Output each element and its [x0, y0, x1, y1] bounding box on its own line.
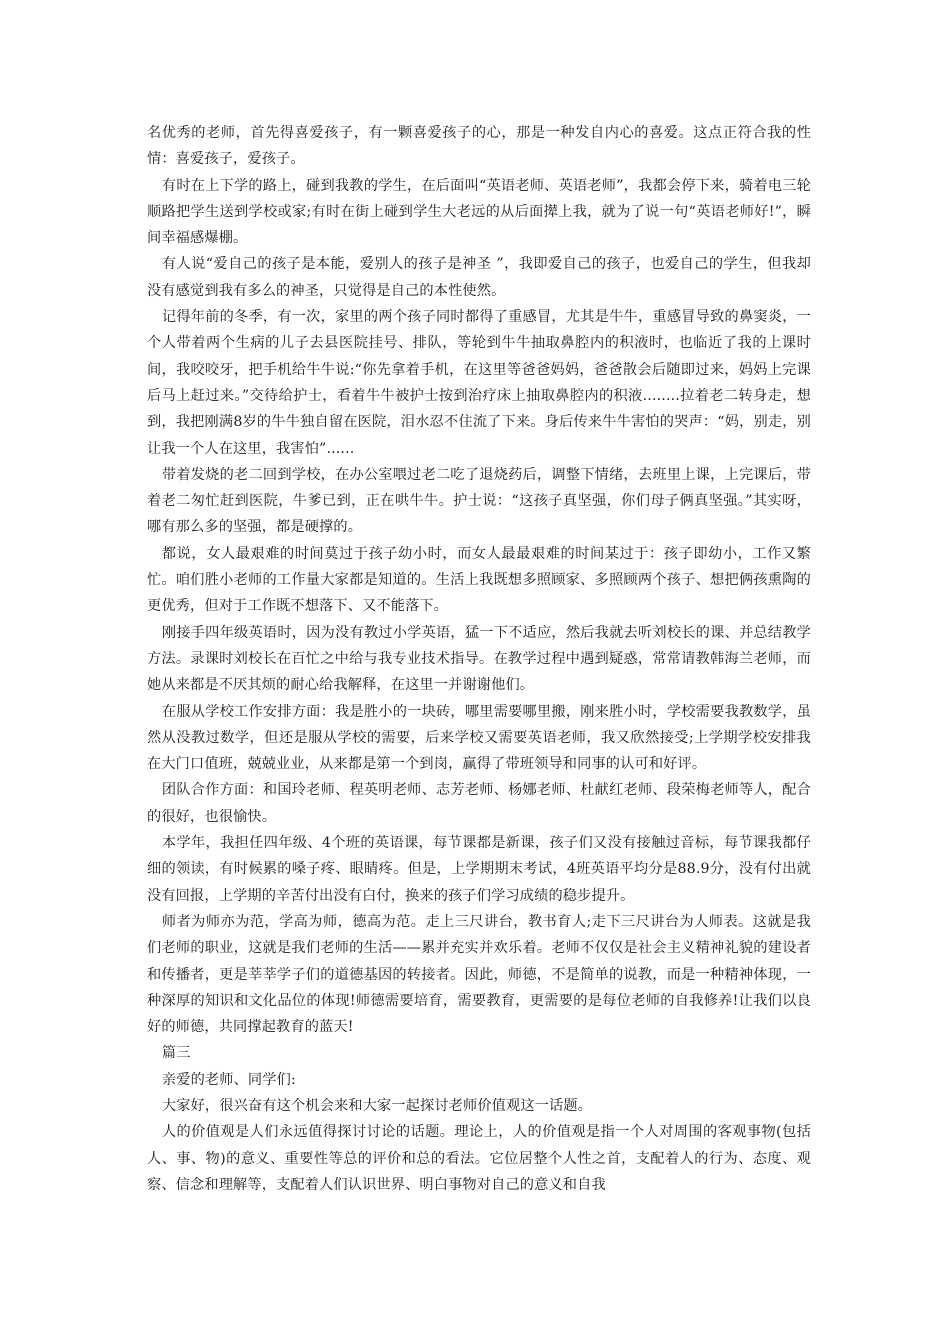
salutation: 亲爱的老师、同学们: [161, 1071, 296, 1088]
paragraph: 师者为师亦为范，学高为师，德高为范。走上三尺讲台，教书育人;走下三尺讲台为人师表。这就是我们老师的职业，这就是我们老师的生活——累并充实并欢乐着。老师不仅仅是社会主义精神礼貌的建设者和传播者，更是莘莘学子们的道德基因的转接者。因此，师德，不是简单的说教，而是一种精神体现，一种深厚的知识和文化品位的体现!师德需要培育，需要教育，更需要的是每位老师的自我修养!让我们以良好的师德，共同撑起教育的蓝天! [147, 913, 811, 1036]
paragraph: 带着发烧的老二回到学校，在办公室喂过老二吃了退烧药后，调整下情绪，去班里上课，上完课后，带着老二匆忙赶到医院，牛爹已到，正在哄牛牛。护士说：“这孩子真坚强，你们母子俩真坚强。”其实呀，哪有那么多的坚强，都是硬撑的。 [147, 466, 811, 536]
section-heading: 篇三 [161, 1045, 191, 1062]
paragraph: 有人说“爱自己的孩子是本能，爱别人的孩子是神圣 ”，我即爱自己的孩子，也爱自己的学生，但我却没有感觉到我有多么的神圣，只觉得是自己的本性使然。 [147, 256, 811, 299]
paragraph: 本学年，我担任四年级、4个班的英语课，每节课都是新课，孩子们又没有接触过音标，每节课我都仔细的领读，有时候累的嗓子疼、眼睛疼。但是，上学期期末考试，4班英语平均分是88.9分，没有付出就没有回报，上学期的辛苦付出没有白付，换来的孩子们学习成绩的稳步提升。 [147, 835, 811, 904]
paragraph: 记得年前的冬季，有一次，家里的两个孩子同时都得了重感冒，尤其是牛牛，重感冒导致的鼻窦炎，一个人带着两个生病的儿子去县医院挂号、排队，等轮到牛牛抽取鼻腔内的积液时，也临近了我的上课时间，我咬咬牙，把手机给牛牛说:“你先拿着手机，在这里等爸爸妈妈，爸爸散会后随即过来，妈妈上完课后马上赶过来。”交待给护士，看着牛牛被护士按到治疗床上抽取鼻腔内的积液........拉着老二转身走，想到，我把刚满8岁的牛牛独自留在医院，泪水忍不住流了下来。身后传来牛牛害怕的哭声：“妈，别走，别让我一个人在这里，我害怕”...... [147, 309, 811, 457]
paragraph: 刚接手四年级英语时，因为没有教过小学英语，猛一下不适应，然后我就去听刘校长的课、并总结教学方法。录课时刘校长在百忙之中给与我专业技术指导。在教学过程中遇到疑惑，常常请教韩海兰老师，而她从来都是不厌其烦的耐心给我解释，在这里一并谢谢他们。 [147, 624, 811, 694]
paragraph: 名优秀的老师，首先得喜爱孩子，有一颗喜爱孩子的心，那是一种发自内心的喜爱。这点正符合我的性情：喜爱孩子，爱孩子。 [147, 125, 811, 168]
paragraph: 人的价值观是人们永远值得探讨讨论的话题。理论上，人的价值观是指一个人对周围的客观事物(包括人、事、物)的意义、重要性等总的评价和总的看法。它位居整个人性之首，支配着人的行为、态度、观察、信念和理解等，支配着人们认识世界、明白事物对自己的意义和自我 [147, 1124, 811, 1193]
paragraph: 有时在上下学的路上，碰到我教的学生，在后面叫“英语老师、英语老师”，我都会停下来，骑着电三轮顺路把学生送到学校或家;有时在街上碰到学生大老远的从后面撵上我，就为了说一句“英语老师好!”，瞬间幸福感爆棚。 [147, 177, 811, 247]
paragraph: 在服从学校工作安排方面：我是胜小的一块砖，哪里需要哪里搬，刚来胜小时，学校需要我教数学，虽然从没教过数学，但还是服从学校的需要，后来学校又需要英语老师，我又欣然接受;上学期学校安排我在大门口值班，兢兢业业，从来都是第一个到岗，赢得了带班领导和同事的认可和好评。 [147, 703, 811, 773]
paragraph: 大家好，很兴奋有这个机会来和大家一起探讨老师价值观这一话题。 [161, 1097, 593, 1114]
document-page [147, 120, 811, 1198]
paragraph: 团队合作方面：和国玲老师、程英明老师、志芳老师、杨娜老师、杜献红老师、段荣梅老师等人，配合的很好，也很愉快。 [147, 782, 811, 825]
paragraph: 都说，女人最艰难的时间莫过于孩子幼小时，而女人最最艰难的时间某过于：孩子即幼小，工作又繁忙。咱们胜小老师的工作量大家都是知道的。生活上我既想多照顾家、多照顾两个孩子、想把俩孩熏陶的更优秀，但对于工作既不想落下、又不能落下。 [147, 545, 811, 615]
